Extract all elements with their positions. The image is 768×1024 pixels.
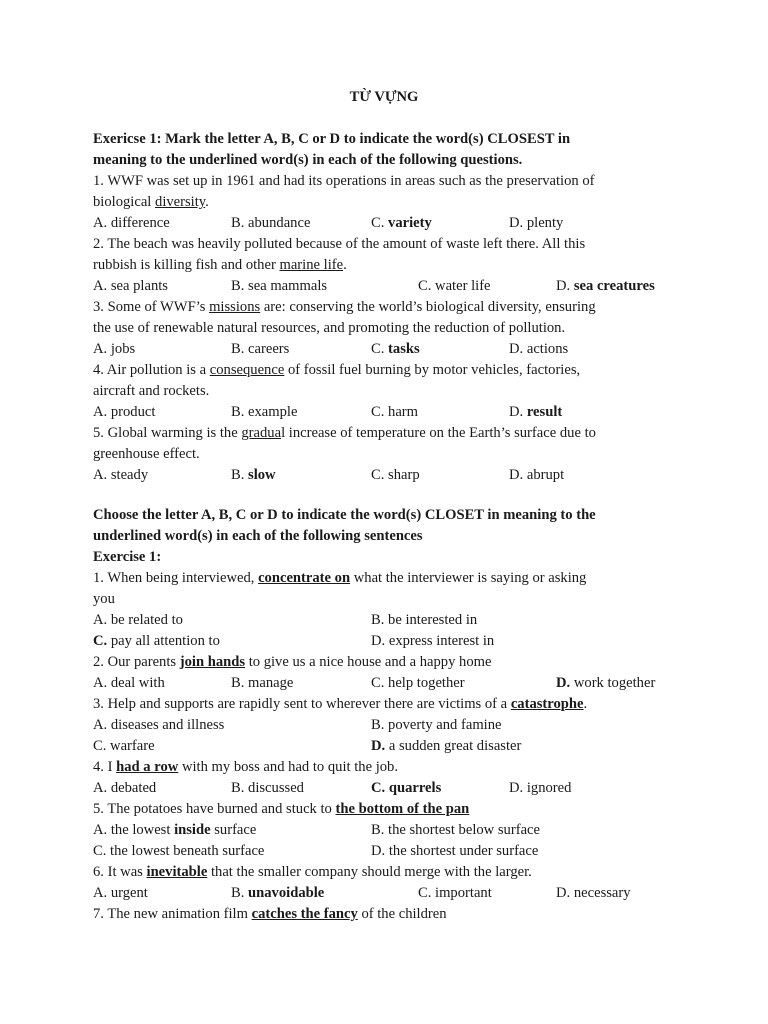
question-text: 7. The new animation film catches the fancy of the children	[93, 906, 447, 922]
option-b: B. example	[231, 404, 298, 420]
section-heading: Choose the letter A, B, C or D to indicate the word(s) CLOSET in meaning to the	[93, 507, 596, 523]
option-c: C. warfare	[93, 738, 155, 754]
option-b: B. discussed	[231, 780, 304, 796]
question-text: 3. Some of WWF’s missions are: conserving the world’s biological diversity, ensuring	[93, 299, 596, 315]
option-b: B. be interested in	[371, 612, 478, 628]
option-a: A. debated	[93, 780, 157, 796]
question-text: 4. I had a row with my boss and had to quit the job.	[93, 759, 399, 775]
question-text: 2. Our parents join hands to give us a nice house and a happy home	[93, 654, 492, 670]
option-b: B. unavoidable	[231, 885, 325, 901]
option-c: C. help together	[371, 675, 465, 691]
underlined-word: missions	[209, 299, 261, 315]
option-a: A. jobs	[93, 341, 136, 357]
option-a: A. be related to	[93, 612, 183, 628]
option-b: B. manage	[231, 675, 294, 691]
option-c: C. water life	[418, 278, 491, 294]
option-d: D. sea creatures	[556, 278, 655, 294]
option-c: C. pay all attention to	[93, 633, 220, 649]
underlined-word: had a row	[116, 759, 179, 775]
question-text: 6. It was inevitable that the smaller company should merge with the larger.	[93, 864, 532, 880]
option-d: D. ignored	[509, 780, 572, 796]
option-d: D. the shortest under surface	[371, 843, 539, 859]
option-c: C. the lowest beneath surface	[93, 843, 265, 859]
question-text: biological diversity.	[93, 194, 209, 210]
exercise-heading: Exericse 1: Mark the letter A, B, C or D to indicate the word(s) CLOSEST in	[93, 131, 571, 147]
question-text: greenhouse effect.	[93, 446, 200, 462]
option-d: D. plenty	[509, 215, 564, 231]
option-c: C. sharp	[371, 467, 420, 483]
option-d: D. abrupt	[509, 467, 565, 483]
question-text: the use of renewable natural resources, and promoting the reduction of pollution.	[93, 320, 566, 336]
option-b: B. the shortest below surface	[371, 822, 540, 838]
option-a: A. diseases and illness	[93, 717, 225, 733]
option-a: A. urgent	[93, 885, 148, 901]
option-d: D. a sudden great disaster	[371, 738, 522, 754]
underlined-word: the bottom of the pan	[335, 801, 470, 817]
question-text: aircraft and rockets.	[93, 383, 210, 399]
option-a: A. the lowest inside surface	[93, 822, 257, 838]
option-c: C. important	[418, 885, 492, 901]
option-d: D. actions	[509, 341, 569, 357]
question-text: 3. Help and supports are rapidly sent to wherever there are victims of a catastrophe.	[93, 696, 588, 712]
option-b: B. slow	[231, 467, 276, 483]
option-b: B. sea mammals	[231, 278, 328, 294]
question-text: rubbish is killing fish and other marine life.	[93, 257, 347, 273]
option-a: A. sea plants	[93, 278, 168, 294]
option-a: A. steady	[93, 467, 149, 483]
option-a: A. difference	[93, 215, 170, 231]
option-a: A. product	[93, 404, 156, 420]
option-d: D. result	[509, 404, 563, 420]
option-b: B. poverty and famine	[371, 717, 502, 733]
option-b: B. abundance	[231, 215, 311, 231]
option-d: D. express interest in	[371, 633, 495, 649]
option-c: C. quarrels	[371, 780, 442, 796]
section-heading: underlined word(s) in each of the following sentences	[93, 528, 423, 544]
underlined-word: join hands	[179, 654, 246, 670]
option-b: B. careers	[231, 341, 290, 357]
underlined-word: consequence	[209, 362, 285, 378]
question-text: 1. When being interviewed, concentrate on what the interviewer is saying or asking	[93, 570, 587, 586]
underlined-word: concentrate on	[258, 570, 351, 586]
underlined-word: catastrophe	[510, 696, 584, 712]
question-text: 4. Air pollution is a consequence of fossil fuel burning by motor vehicles, factories,	[93, 362, 581, 378]
option-c: C. harm	[371, 404, 419, 420]
option-a: A. deal with	[93, 675, 165, 691]
question-text: you	[93, 591, 115, 607]
underlined-word: marine life	[279, 257, 344, 273]
question-text: 5. Global warming is the gradual increase of temperature on the Earth’s surface due to	[93, 425, 596, 441]
exercise-heading: meaning to the underlined word(s) in each of the following questions.	[93, 152, 523, 168]
underlined-word: catches the fancy	[251, 906, 358, 922]
exercise-label: Exercise 1:	[93, 549, 162, 565]
page-title: TỪ VỰNG	[349, 89, 419, 105]
underlined-word: inevitable	[146, 864, 208, 880]
option-c: C. tasks	[371, 341, 420, 357]
question-text: 2. The beach was heavily polluted because of the amount of waste left there. All this	[93, 236, 586, 252]
underlined-word: diversity	[155, 194, 206, 210]
option-c: C. variety	[371, 215, 432, 231]
option-d: D. necessary	[556, 885, 631, 901]
option-d: D. work together	[556, 675, 656, 691]
underlined-word: gradua	[241, 425, 282, 441]
question-text: 5. The potatoes have burned and stuck to the bottom of the pan	[93, 801, 470, 817]
question-text: 1. WWF was set up in 1961 and had its operations in areas such as the preservation of	[93, 173, 595, 189]
